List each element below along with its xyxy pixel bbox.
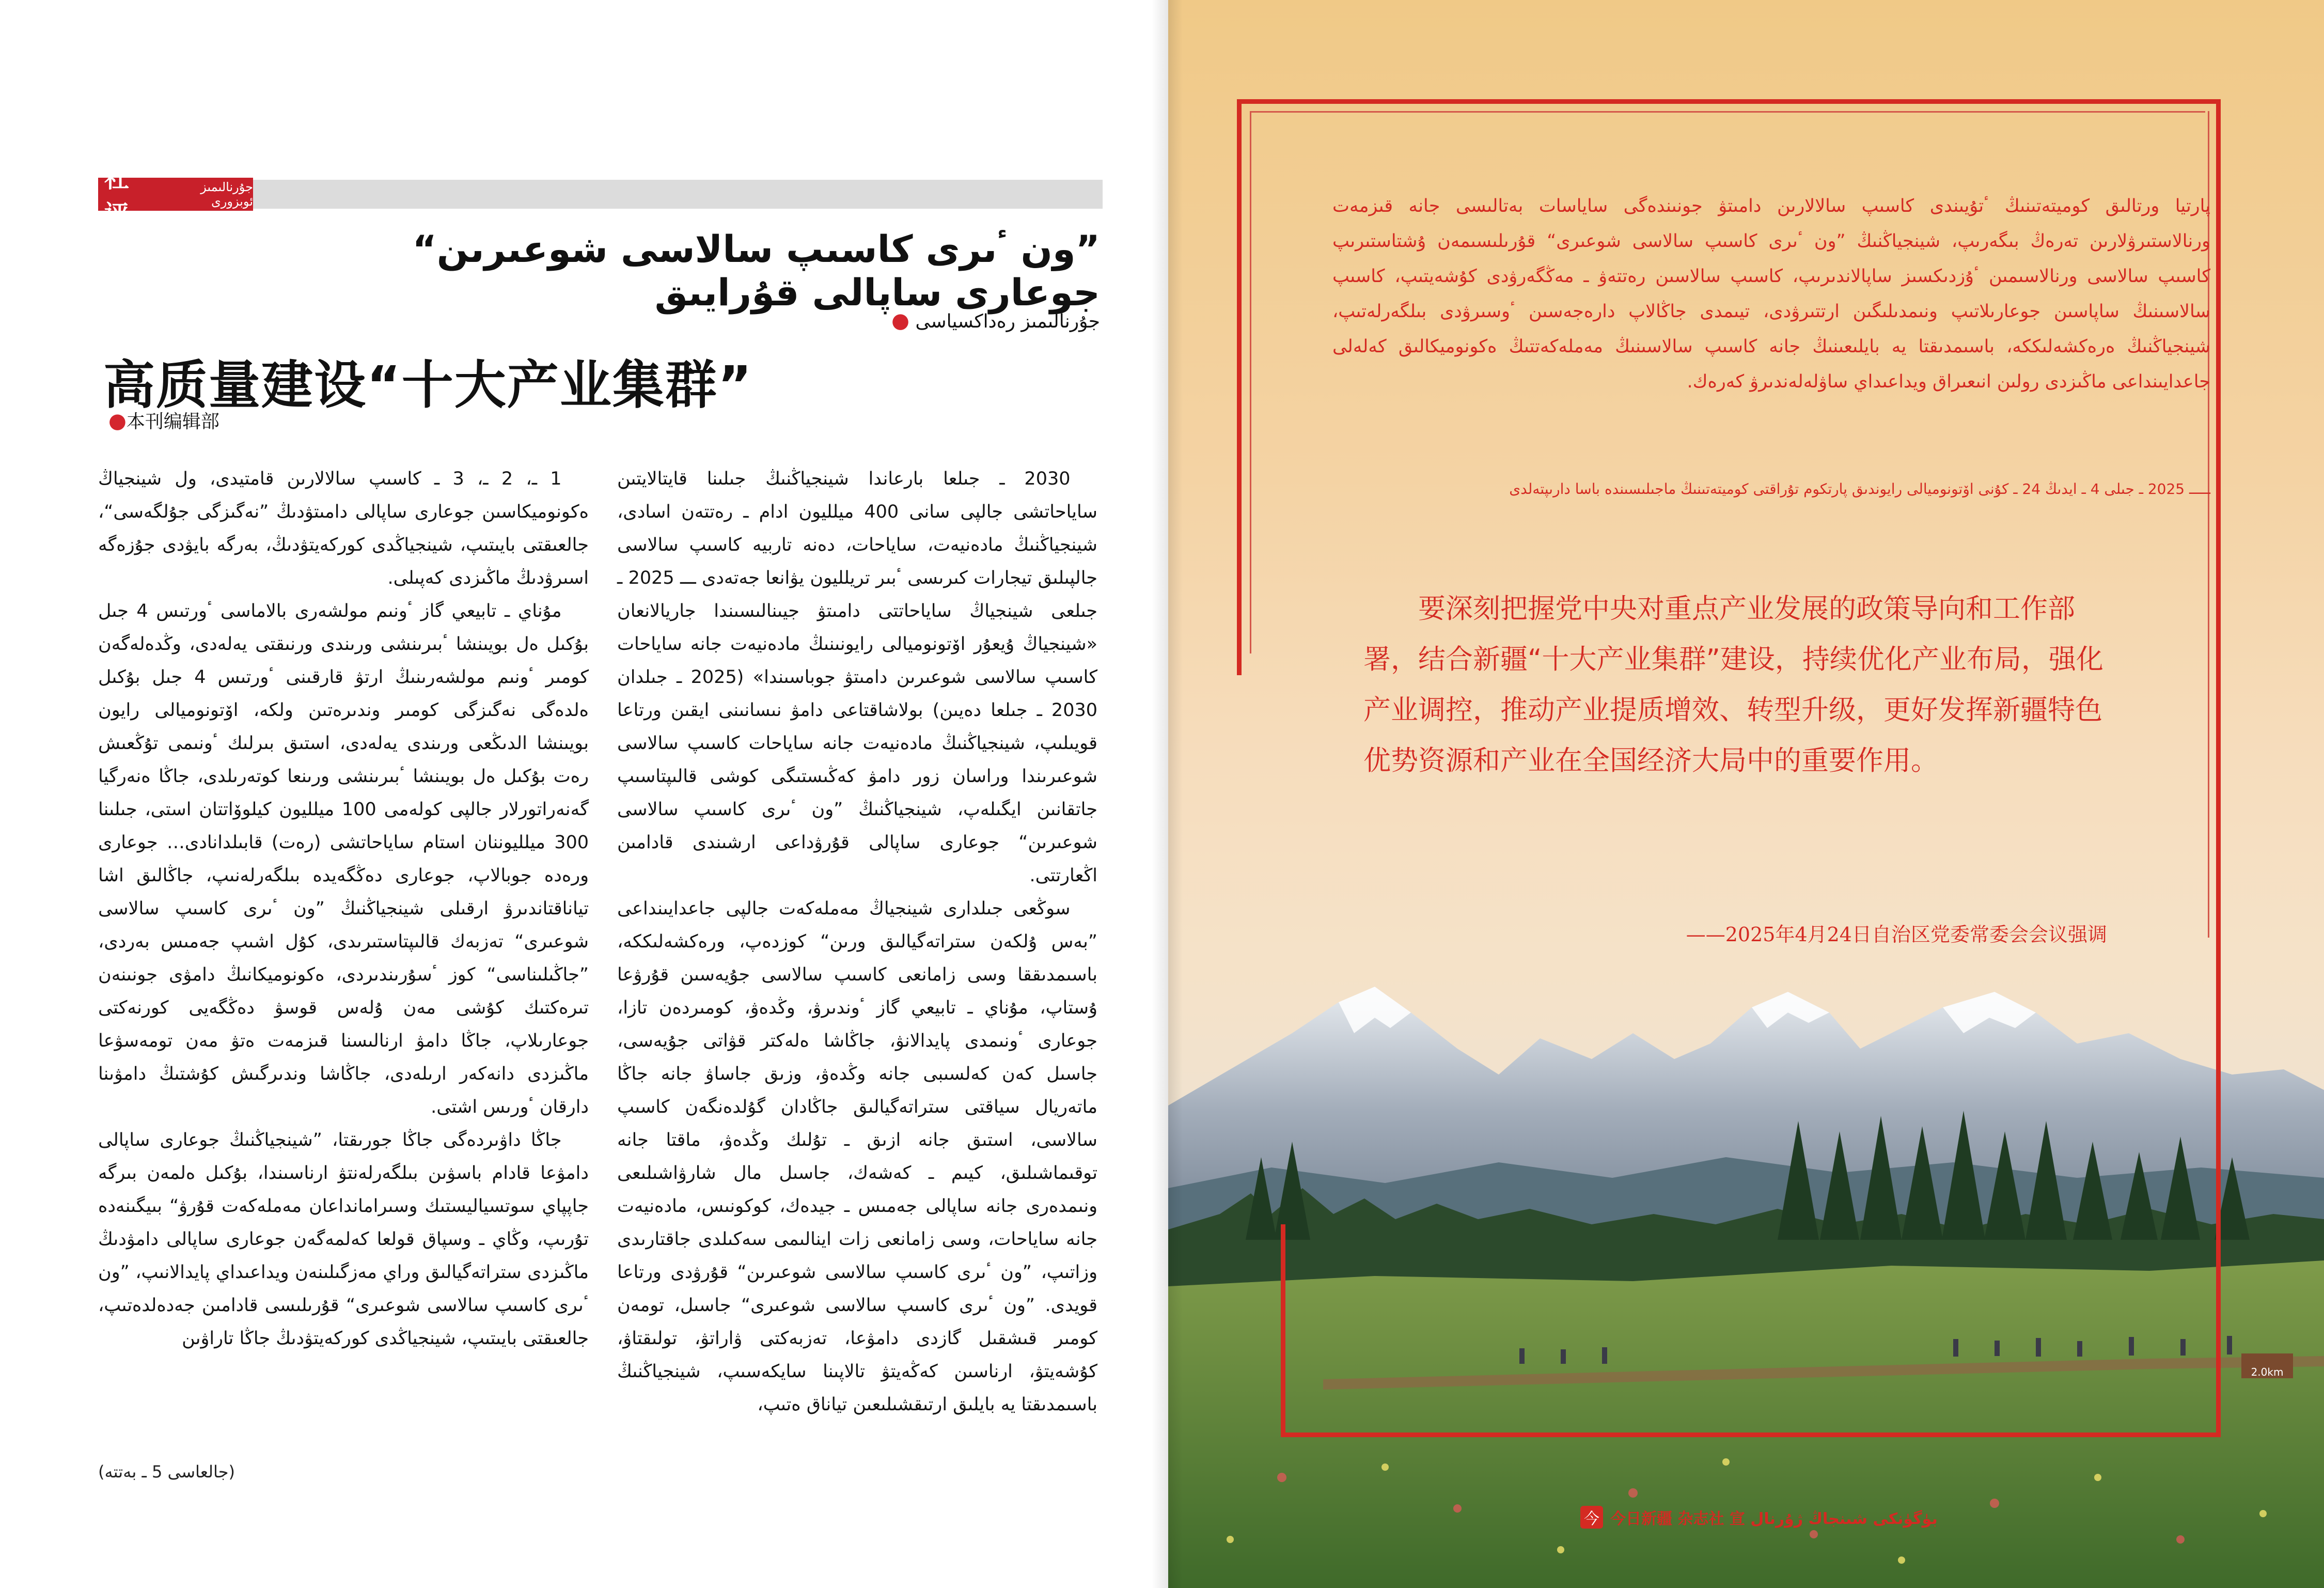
page-gutter <box>1152 0 1183 1588</box>
bullet-dot-icon: ● <box>108 409 127 433</box>
paragraph: مۇناي ـ تابيعي گاز ٴونىم مولشەرى بالاماسى ٴورتىس 4 جىل بۇكىل ەل بويىنشا ٴبىرىنشى ورىندى ورنىقتى يەلەدى، وڭدەلەگەن كومىر ٴونىم مولشەرىنىڭ ارتۋ قارقىنى ٴورتىس 4 جىل بۇكىل ەلدەگى نەگىزگى كومىر وندىرەتىن ولكە، اۆتونوميالى رايون بويىنشا الدىڭعى ورىندى يەلەدى، استىق بىرلىك ٴونىمى تۇڭعىش رەت بۇكىل ەل بويىنشا ٴبىرىنشى ورىنعا كوتەرىلدى، جاڭا ەنەرگيا گەنەراتورلار جالپى كولەمى 100 ميلليون كيلوۆاتتان استى، جىلىنا 300 ميلليوننان استام ساياحاتشى (رەت) قابىلدانادى… جوعارى ورەدە جوبالاپ، جوعارى دەڭگەيدە بىلگەرلەنىپ، جاڭالىق اشا تياناقتاندىرۋ ارقىلى شينجياڭنىڭ ”ون ٴىرى كاسىپ سالاسى شوعىرى“ تەزبەك قالىپتاستىرىدى، كۇل اشىپ جەمىس بەردى، ”جاڭىلىناسى“ كوز ٴسۇرىندىردى، ەكونوميكانىڭ دامۋى جونىنەن تىرەكتىك كۇشى مەن ۇلەس قوسۋ دەڭگەيى كورنەكتى جوعارىلاپ، جاڭا دامۋ ارنالىسنا قىزمەت ەتۋ مەن تومەسۋعا ماڭىزدى دانەكەر ارىلەدى، جاڭاشا وندىرگىش كۇشتىڭ دامۋىنا دارقان ٴورىس اشتى. <box>98 601 589 1117</box>
frame-right-red <box>2216 99 2221 1437</box>
continued-note: (جالعاسى 5 ـ بەتتە) <box>98 1462 235 1482</box>
publisher-logo <box>1580 1506 1938 1529</box>
frame-bottom-red <box>1281 1433 2221 1437</box>
quote-cn-attribution: ——2025年4月24日自治区党委常委会会议强调 <box>1686 923 2107 946</box>
byline-ug-text: جۇرنالىمىز رەداكسياسى <box>915 311 1100 332</box>
article-column-1 <box>617 462 1097 1547</box>
paragraph: 2030 ـ جىلعا بارعاندا شينجياڭنىڭ جىلىنا قايتالايتىن ساياحاتشى جالپى سانى 400 ميلليون ادام ـ رەتتەن اسادى، شينجياڭنىڭ مادەنيەت، ساياحات، دەنە تاربيە كاسىپ سالاسى جالپىلىق تيجارات كىرىسى ٴبىر تريلليون يۋانعا جەتەدى ـــ 2025 ـ جىلعى شينجياڭ ساياحاتتى دامىتۋ جيىنالىسىندا جاريالانعان «شينجياڭ ۇيعۇر اۆتونوميالى رايونىنىڭ مادەنيەت جانە ساياحات كاسىپ سالاسى شوعىرىن دامىتۋ جوباسىندا» (2025 ـ جىلدان 2030 ـ جىلعا دەيىن) بولاشاقتاعى دامۋ نىسانىنى ايقىن ورتاعا قويىلىپ، شينجياڭنىڭ مادەنيەت جانە ساياحات كاسىپ سالاسى شوعىرىندا وراسان زور دامۋ كەڭىستىگى كوشى قالىپتاسىپ جاتقانىن ايگىلەپ، شينجياڭنىڭ ”ون ٴىرى كاسىپ سالاسى شوعىرىن“ جوعارى ساپالى قۇرۋداعى ارشىندى قادامىن اڭعارتتى. <box>617 469 1097 886</box>
article-byline-cn <box>108 407 219 433</box>
frame-fine-line <box>1250 111 2205 113</box>
frame-top-red <box>1237 99 2221 104</box>
article-column-2 <box>98 462 589 1547</box>
frame-bottom-left-red <box>1281 1224 1285 1437</box>
section-tag-cn: 社评 <box>104 164 130 229</box>
mountain-landscape-photo <box>1168 971 2324 1588</box>
article-title-cn: 高质量建设“十大产业集群” <box>103 355 753 415</box>
bullet-dot-icon: ● <box>891 309 909 333</box>
quote-ug: پارتيا ورتالىق كوميتەتىنىڭ ٴتۇيىندى كاسىپ سالالارىن دامىتۋ جونىندەگى ساياسات بەتالىسى جانە قىزمەت ورنالاستىرۋلارىن تەرەڭ بىگەرىپ، شينجياڭنىڭ ”ون ٴىرى كاسىپ سالاسى شوعىرى“ قۇرىلىسىمەن ۇشتاستىرىپ كاسىپ سالاسى ورنالاسىمىن ٴۇزدىكسىز ساپالاندىرىپ، كاسىپ سالاسىن رەتتەۋ ـ مەڭگەرۋدى كۇشەيتىپ، كاسىپ سالاسىنىڭ ساپاسىن جوعارىلاتىپ ونىمدىلىگىن ارتتىرۋدى، تيىمدى جاڭالاپ دارەجەسىن ٴوسىرۋدى بىلگەرلەتىپ، شينجياڭنىڭ ەرەكشەلىككە، باسىمدىقتا يە بايلىعىنىڭ جانە كاسىپ سالاسىنىڭ مەملەكەتتىڭ ەكونوميكالىق كەلەلى جاعدايىنداعى ماڭىزدى رولىن انىعىراق ويداعىداي ساۋلەلەندىرۋ كەرەك. <box>1332 196 2210 392</box>
article-byline-ug <box>775 309 1100 333</box>
publisher-name: 今日新疆 杂志社 宣 بۈگۈنكى شىنجاڭ ژۇرنال <box>1610 1510 1938 1528</box>
section-tag <box>98 164 253 229</box>
quote-ug-attribution: ـــــ 2025 ـ جىلى 4 ـ ايدىڭ 24 ـ كۇنى اۆتونوميالى رايوندىق پارتكوم تۇراقتى كوميتەتىنىڭ ماجىلىسىندە باسا دارىپتەلدى <box>1509 480 2210 497</box>
paragraph: جاڭا داۋىردەگى جاڭا جورىقتا، ”شينجياڭنىڭ جوعارى ساپالى دامۋعا قادام باسۋىن بىلگەرلەنتۋ ارناسىندا، بۇكىل ەلمەن بىرگە جاپپاي سوتسياليستىك وسىرامانداعان مەملەكەت قۇرۋ“ بىيگىنەدە تۇرىپ، وڭاي ـ وسپاق قولعا كەلمەگەن جوعارى ساپالى دامۋدىڭ ماڭىزدى ستراتەگيالىق وراي مەزگىلىنەن ويداعىداي پايدالانىپ، ”ون ٴىرى كاسىپ سالاسى شوعىرى“ قۇرىلىسى قادامىن جەدەلدەتىپ، جالعىقتى بايىتىپ، شينجياڭدى كوركەيتۋدىڭ جاڭا تاراۋىن <box>98 1130 589 1349</box>
trail-sign: 2.0km <box>2251 1366 2284 1378</box>
byline-cn-text: 本刊编辑部 <box>126 411 219 432</box>
quote-cn: 要深刻把握党中央对重点产业发展的政策导向和工作部署，结合新疆“十大产业集群”建设，持续优化产业布局，强化产业调控，推动产业提质增效、转型升级，更好发挥新疆特色优势资源和产业在全国经济大局中的重要作用。 <box>1363 593 2103 776</box>
frame-fine-line <box>1250 111 1251 653</box>
frame-left-red <box>1237 99 1242 675</box>
paragraph: سوڭعى جىلدارى شينجياڭ مەملەكەت جالپى جاعدايىنداعى ”بەس ۇلكەن ستراتەگيالىق ورىن“ كوزدەپ، ورەكشەلىككە، باسىمدىققا وسى زامانعى كاسىپ سالاسى جۇيەسىن قۇرۋعا ۇستاپ، مۇناي ـ تابيعي گاز ٴوندىرۋ، وڭدەۋ، كومىردەن تازا، جوعارى ٴونىمدى پايدالانۋ، جاڭاشا ەلەكتر قۋاتى جۇيەسى، جاسىل كەن كەلسىبى جانە وڭدەۋ، وزىق جاساۋ جانە جاڭا ماتەريال سياقتى ستراتەگيالىق جاڭادان گۇلدەنگەن كاسىپ سالاسى، استىق جانە ازىق ـ تۇلىك وڭدەۋ، ماقتا جانە توقىماشىلىق، كيىم ـ كەشەك، جاسىل مال شارۋاشىلىعى ونىمدەرى جانە ساپالى جەمىس ـ جيدەك، كوكونىس، مادەنيەت جانە ساياحات، وسى زامانعى زات اينالىمى سەكىلدى جاقتارىدى وزاتىپ، ”ون ٴىرى كاسىپ سالاسى شوعىرىن“ قۇرۋدى ورتاعا قويدى. ”ون ٴىرى كاسىپ سالاسى شوعىرى“ جاسىل، تومەن كومىر قىشقىل گازدى دامۋعا، تەزبەكتى ۋاراتۋ، تولىقتاۋ، كۇشەيتۋ، ارناسىن كەڭەيتۋ تالاپىنا سايكەسىپ، شينجياڭنىڭ باسىمدىقتا يە بايلىق ارتىقشىلىعىن تياناق ەتىپ، <box>617 898 1097 1415</box>
section-tag-ug: جۇرنالىمىز ئوبزورى <box>200 180 253 209</box>
paragraph: 1 ـ، 2 ـ، 3 ـ كاسىپ سالالارىن قامتيدى، ول شينجياڭ ەكونوميكاسىن جوعارى ساپالى دامىتۋدىڭ ”نەگىزگى جۇلگەسى“، جالعىقتى بايىتىپ، شينجياڭدى كوركەيتۋدىڭ، بەرگە بايۋدى جۇزەگە اسىرۋدىڭ ماڭىزدى كەپىلى. <box>98 469 589 588</box>
article-title-ug: ”ون ٴىرى كاسىپ سالاسى شوعىرىن“ جوعارى ساپالى قۇرايىق <box>412 227 1100 314</box>
publisher-logo-icon: 今 <box>1580 1506 1603 1529</box>
